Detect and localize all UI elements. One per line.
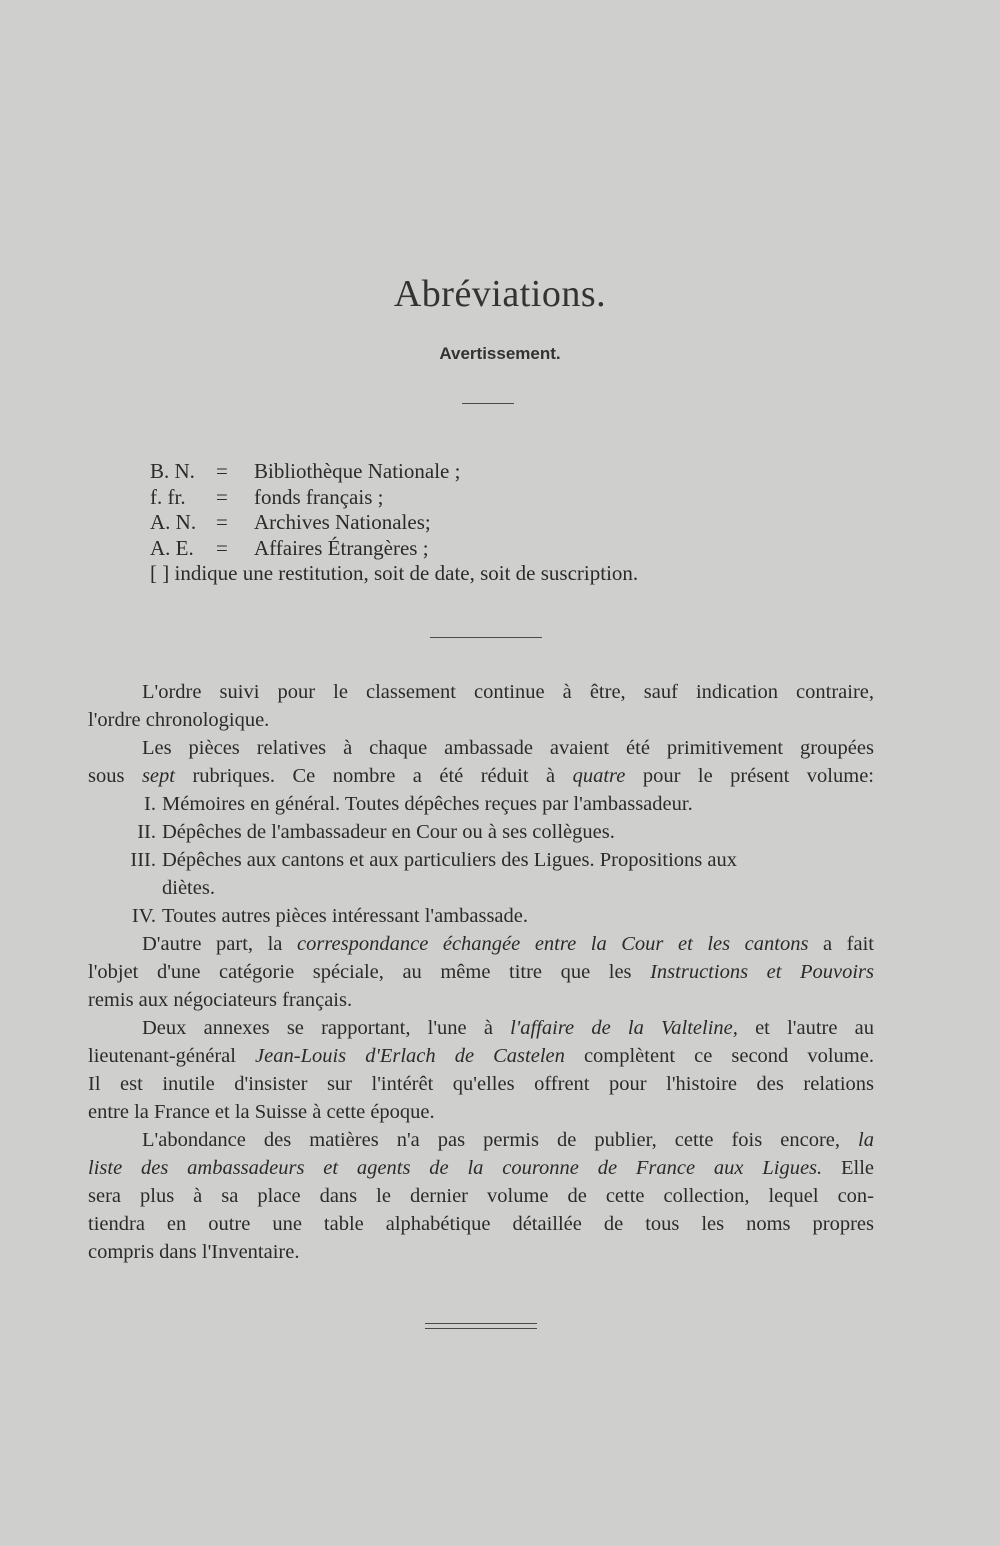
divider-rule [430, 637, 542, 638]
emphasis-text: l'affaire de la Valteline, [510, 1017, 738, 1039]
paragraph-line: sera plus à sa place dans le dernier volume de cette collection, lequel con- [88, 1185, 874, 1207]
text-run: Elle [822, 1157, 874, 1179]
list-text: Mémoires en général. Toutes dépêches reçues par l'ambassadeur. [162, 793, 693, 815]
paragraph-line: l'ordre chronologique. [88, 709, 270, 731]
list-item-continuation: diètes. [162, 877, 215, 899]
equals-sign: = [216, 484, 228, 509]
list-item [88, 818, 874, 846]
page-title: Abréviations. [393, 273, 607, 315]
list-item [88, 902, 874, 930]
list-number: III. [130, 849, 156, 871]
abbreviation-list [150, 459, 638, 587]
list-text: Dépêches aux cantons et aux particuliers des Ligues. Propositions aux [162, 849, 737, 871]
text-run: L'abondance des matières n'a pas permis de publier, cette fois encore, [142, 1129, 859, 1151]
abbreviation-code: A. E. [150, 535, 194, 560]
emphasis-text: Jean-Louis d'Erlach de Castelen [255, 1045, 565, 1067]
text-run: l'objet d'une catégorie spéciale, au même titre que les [88, 961, 651, 983]
list-number: IV. [131, 905, 156, 927]
abbreviation-code: B. N. [150, 459, 195, 483]
list-number: I. [144, 793, 156, 815]
abbreviation-row [150, 459, 638, 485]
equals-sign: = [216, 510, 228, 534]
paragraph-line: L'ordre suivi pour le classement continue à être, sauf indication contraire, [142, 681, 874, 703]
paragraph-line [88, 1154, 874, 1182]
paragraph-line [88, 1126, 874, 1154]
abbreviation-code: A. N. [150, 510, 197, 534]
emphasis-text: liste des ambassadeurs et agents de la couronne de France aux Ligues. [88, 1157, 823, 1179]
text-run: lieutenant-général [88, 1045, 256, 1067]
abbreviation-meaning: Archives Nationales; [254, 510, 431, 534]
emphasis-text: la [858, 1129, 874, 1151]
abbreviation-meaning: Affaires Étrangères ; [254, 535, 429, 560]
equals-sign: = [216, 535, 228, 560]
equals-sign: = [216, 459, 228, 483]
abbreviation-row [150, 485, 638, 511]
paragraph-line [88, 958, 874, 986]
notice-body [88, 678, 874, 1266]
abbreviation-code: f. fr. [150, 484, 186, 509]
list-item [88, 790, 874, 818]
text-run: rubriques. Ce nombre a été réduit à [174, 765, 573, 787]
abbreviation-meaning: fonds français ; [254, 484, 384, 509]
text-run: et l'autre au [737, 1017, 874, 1039]
paragraph-line [88, 762, 874, 790]
divider-rule [462, 403, 514, 404]
list-number: II. [137, 821, 156, 843]
text-run: complètent ce second volume. [564, 1045, 874, 1067]
text-run: a fait [808, 933, 875, 955]
paragraph-line: compris dans l'Inventaire. [88, 1241, 300, 1263]
paragraph-line: Les pièces relatives à chaque ambassade avaient été primitivement groupées [142, 737, 874, 759]
abbreviation-meaning: Bibliothèque Nationale ; [254, 459, 461, 483]
emphasis-text: correspondance échangée entre la Cour et les cantons [296, 933, 809, 955]
text-run: D'autre part, la [142, 933, 297, 955]
text-run: sous [88, 765, 142, 787]
closing-double-rule [425, 1323, 537, 1324]
paragraph-line: entre la France et la Suisse à cette époque. [88, 1101, 435, 1123]
paragraph-line: remis aux négociateurs français. [88, 989, 353, 1011]
list-item [88, 846, 874, 874]
page-subtitle: Avertissement. [439, 344, 561, 363]
abbreviation-row [150, 510, 638, 536]
paragraph-line [88, 930, 874, 958]
emphasis-text: Instructions et Pouvoirs [650, 961, 875, 983]
text-run: pour le présent volume: [625, 765, 874, 787]
restitution-note: [ ] indique une restitution, soit de date, soit de suscription. [150, 561, 639, 585]
list-text: Dépêches de l'ambassadeur en Cour ou à ses collègues. [162, 821, 615, 843]
abbreviation-row [150, 536, 638, 562]
paragraph-line: Il est inutile d'insister sur l'intérêt qu'elles offrent pour l'histoire des relations [88, 1073, 874, 1095]
text-run: Deux annexes se rapportant, l'une à [142, 1017, 511, 1039]
emphasis-text: quatre [572, 765, 626, 787]
paragraph-line: tiendra en outre une table alphabétique détaillée de tous les noms propres [88, 1213, 874, 1235]
paragraph-line [88, 1042, 874, 1070]
list-text: Toutes autres pièces intéressant l'ambassade. [162, 905, 529, 927]
emphasis-text: sept [141, 765, 175, 787]
paragraph-line [88, 1014, 874, 1042]
closing-double-rule [425, 1328, 537, 1329]
